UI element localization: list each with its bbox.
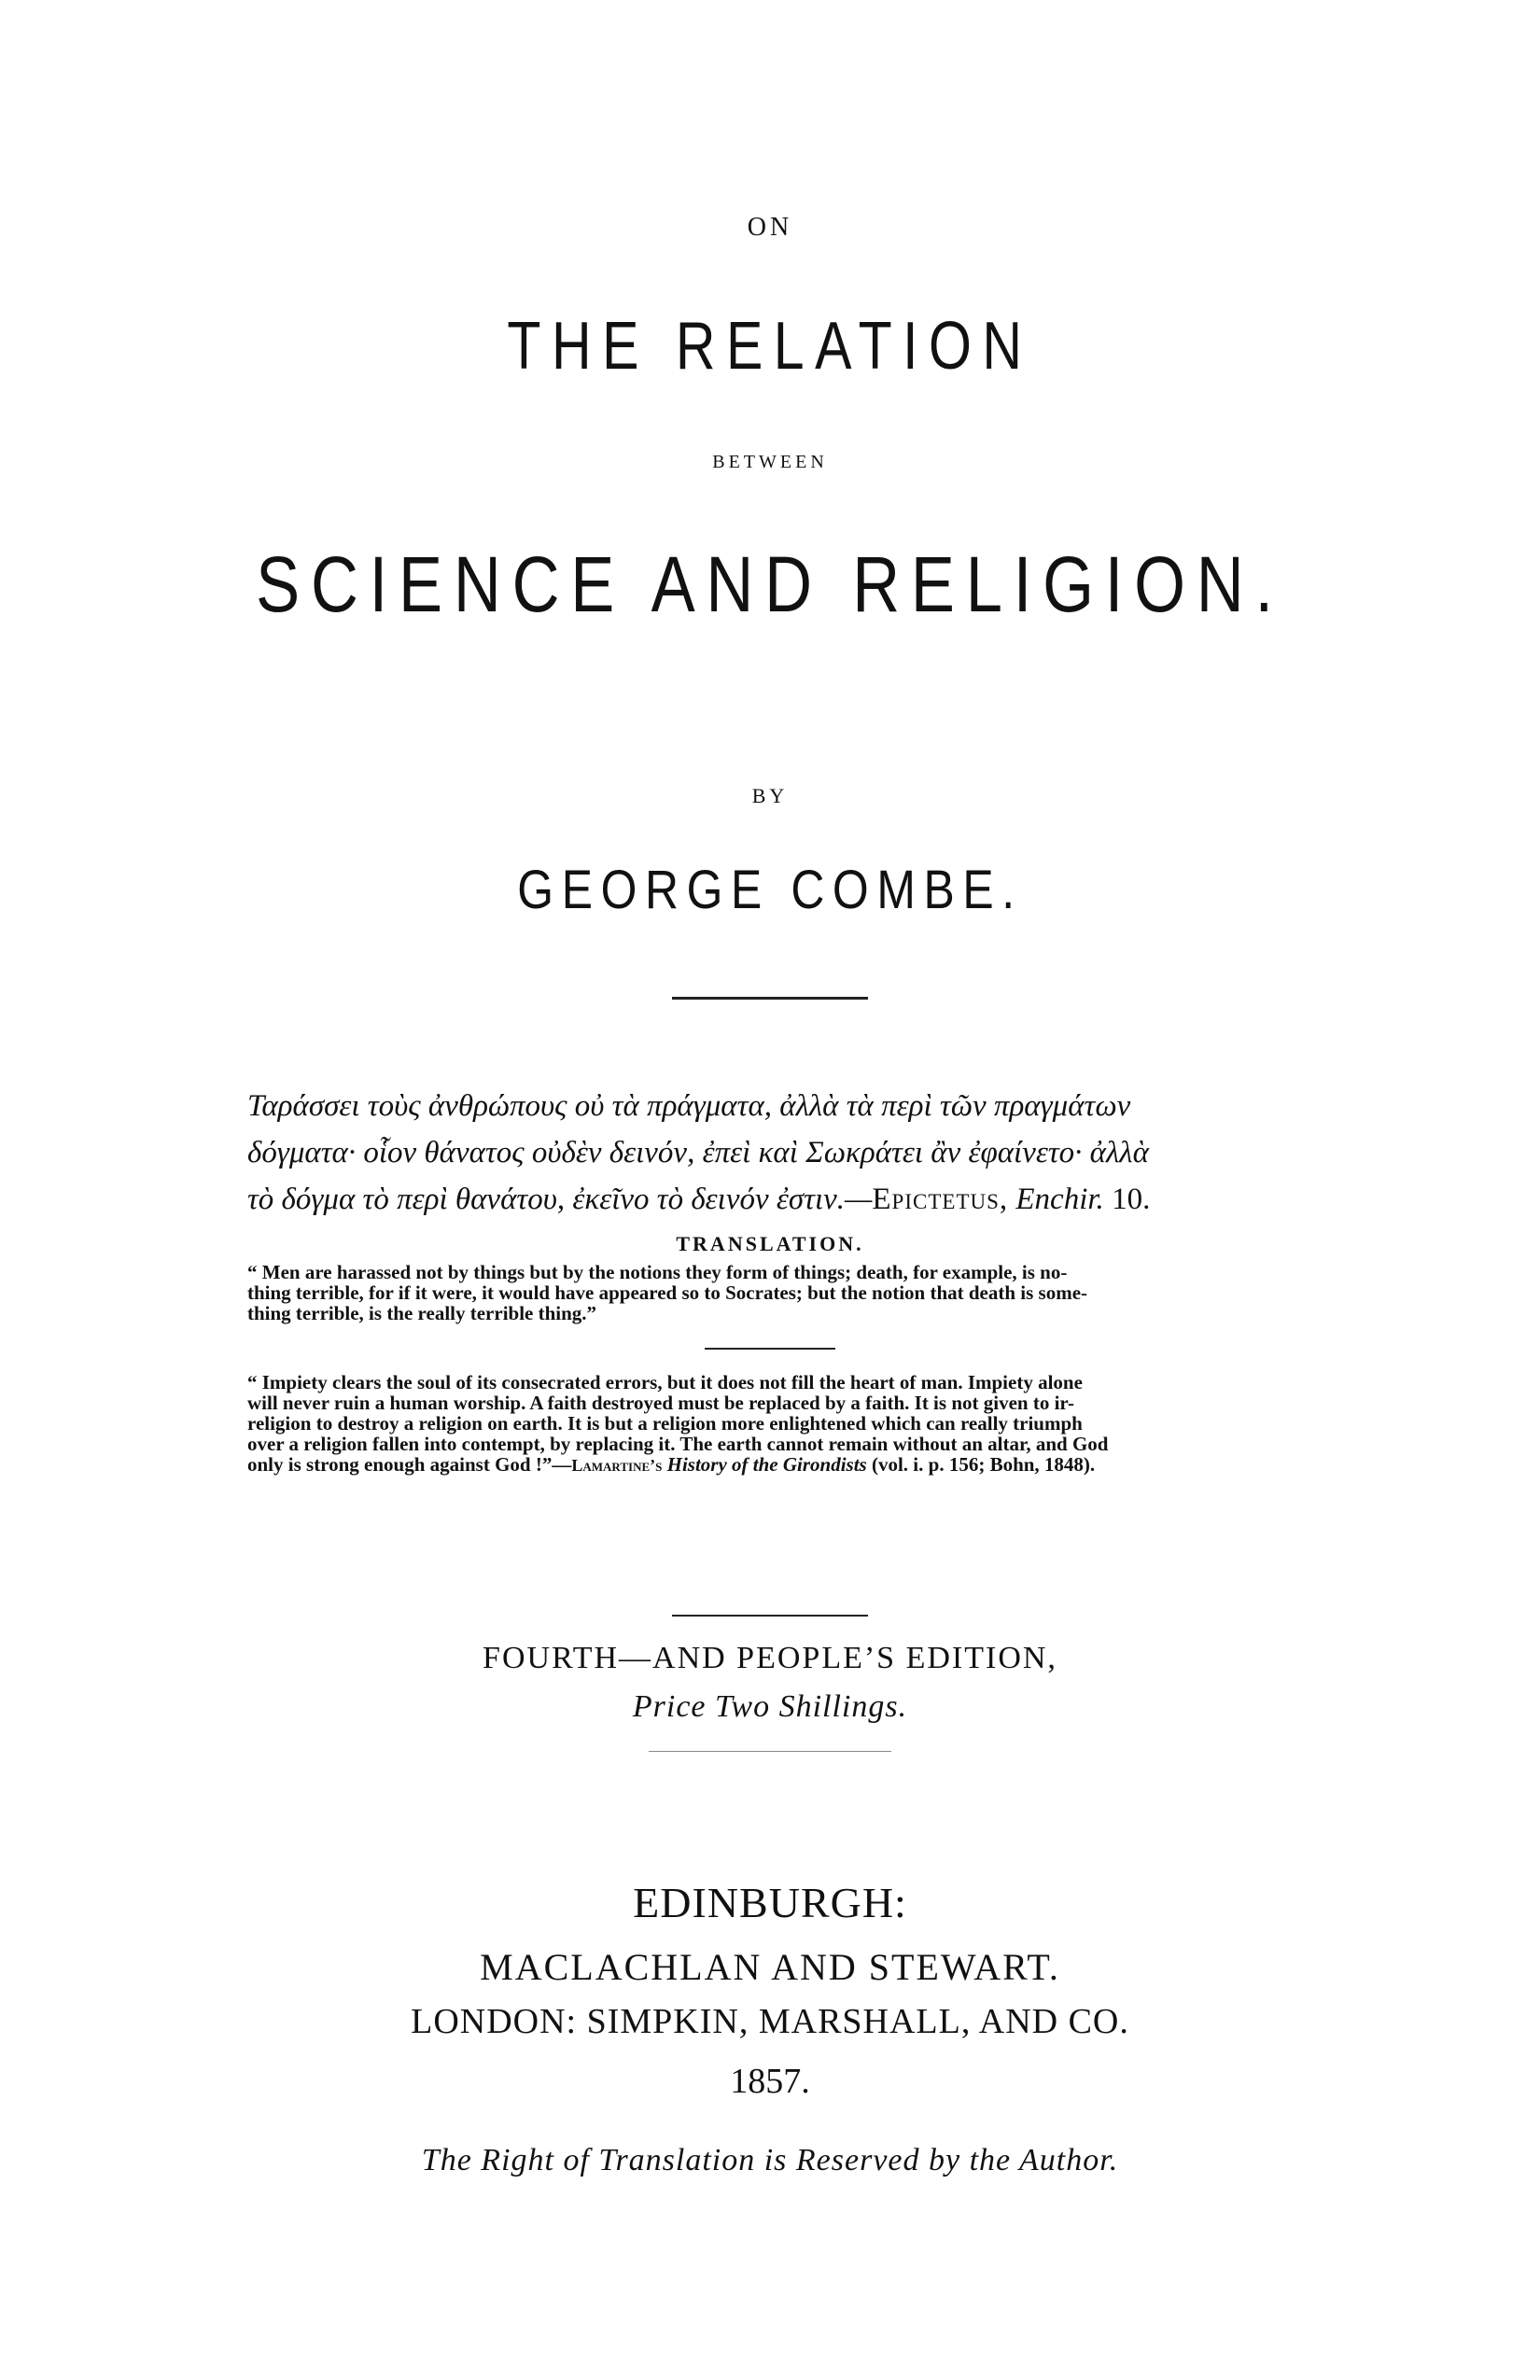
imprint-year: 1857. xyxy=(730,2062,810,2101)
greek-line-2: δόγματα· οἷον θάνατος οὐδὲν δεινόν, ἐπεὶ καὶ Σωκράτει ἂν ἐφαίνετο· ἀλλὰ xyxy=(247,1136,1149,1169)
by-word: BY xyxy=(751,784,789,807)
between-word: BETWEEN xyxy=(712,452,828,472)
quote2-line-3: religion to destroy a religion on earth. It is but a religion more enlightened which can really triumph xyxy=(247,1412,1083,1435)
citation-number: 10. xyxy=(1112,1183,1151,1216)
quote2-line-4: over a religion fallen into contempt, by replacing it. The earth cannot remain without an altar, and God xyxy=(247,1433,1109,1455)
quote2-work: History of the Girondists xyxy=(666,1453,867,1476)
quote2-line-5-end: (vol. i. p. 156; Bohn, 1848). xyxy=(871,1453,1096,1476)
translation-text xyxy=(247,1262,1302,1323)
imprint-publisher: MACLACHLAN AND STEWART. xyxy=(480,1946,1060,1988)
quote2-line-2: will never ruin a human worship. A faith destroyed must be replaced by a faith. It is not given to ir- xyxy=(247,1392,1074,1414)
greek-line-3-text: τὸ δόγμα τὸ περὶ θανάτου, ἐκεῖνο τὸ δεινόν ἐστιν.— xyxy=(247,1183,873,1216)
title-line-2: SCIENCE AND RELIGION. xyxy=(256,540,1284,628)
title-line-1: THE RELATION xyxy=(507,309,1033,384)
author-name: GEORGE COMBE. xyxy=(517,860,1023,920)
quote2-author: Lamartine’s xyxy=(571,1456,663,1475)
greek-epigraph xyxy=(247,1083,1321,1223)
epigraph-citation xyxy=(872,1183,1150,1216)
citation-author: Epictetus, xyxy=(872,1183,1009,1216)
greek-line-3 xyxy=(247,1176,1321,1223)
citation-work: Enchir. xyxy=(1015,1183,1104,1216)
translation-line-2: thing terrible, for if it were, it would have appeared so to Socrates; but the notion that death is some- xyxy=(247,1281,1088,1304)
rule-between-quotes xyxy=(705,1348,835,1350)
quote2-line-1: “ Impiety clears the soul of its consecrated errors, but it does not fill the heart of man. Impiety alone xyxy=(247,1371,1083,1393)
on-word: ON xyxy=(747,213,793,242)
rule-after-author xyxy=(672,997,868,1000)
translation-heading: TRANSLATION. xyxy=(676,1232,864,1255)
edition-line: FOURTH—AND PEOPLE’S EDITION, xyxy=(483,1641,1057,1675)
rule-after-price xyxy=(649,1751,891,1752)
imprint-city: EDINBURGH: xyxy=(633,1879,907,1926)
price-line: Price Two Shillings. xyxy=(632,1689,908,1724)
greek-line-1: Ταράσσει τοὺς ἀνθρώπους οὐ τὰ πράγματα, ἀλλὰ τὰ περὶ τῶν πραγμάτων xyxy=(247,1089,1131,1123)
translation-line-1: “ Men are harassed not by things but by the notions they form of things; death, for example, is no- xyxy=(247,1261,1068,1283)
rule-before-edition xyxy=(672,1615,868,1617)
imprint-london: LONDON: SIMPKIN, MARSHALL, AND CO. xyxy=(411,2002,1129,2041)
translation-line-3: thing terrible, is the really terrible thing.” xyxy=(247,1302,597,1324)
quote2-line-5-start: only is strong enough against God !”— xyxy=(247,1453,572,1476)
quote2-line-5 xyxy=(247,1454,1302,1476)
lamartine-quote xyxy=(247,1372,1302,1476)
rights-statement: The Right of Translation is Reserved by the Author. xyxy=(421,2143,1119,2177)
